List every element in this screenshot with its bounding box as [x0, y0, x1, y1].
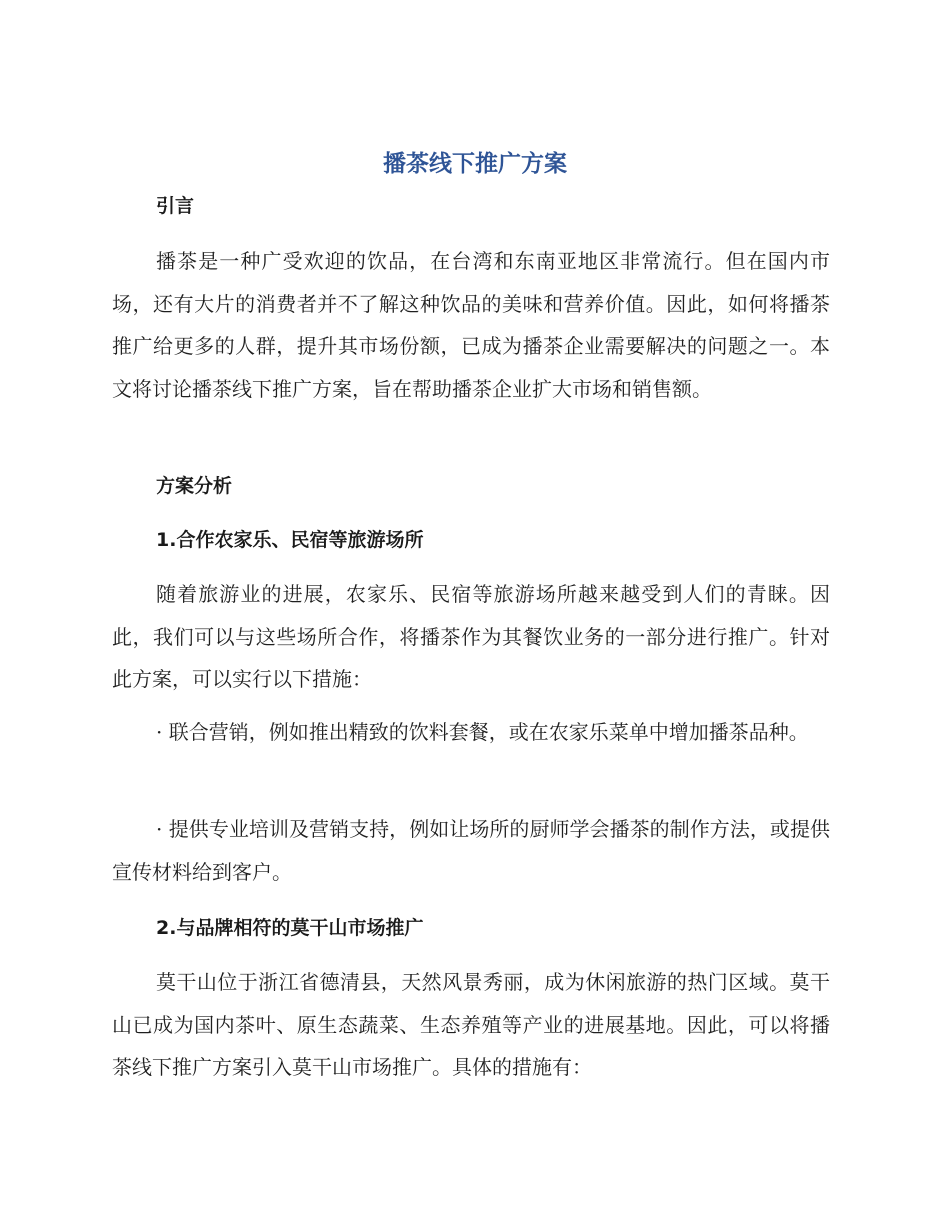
bullet-item-1: · 联合营销，例如推出精致的饮料套餐，或在农家乐菜单中增加播茶品种。 — [156, 720, 809, 744]
document-title: 播茶线下推广方案 — [383, 151, 567, 177]
subsection-2-paragraph: 莫干山位于浙江省德清县，天然风景秀丽，成为休闲旅游的热门区域。莫干山已成为国内茶叶、原生态蔬菜、生态养殖等产业的进展基地。因此，可以将播茶线下推广方案引入莫干山市场推广。具体的措施有： — [112, 970, 830, 1079]
intro-heading: 引言 — [156, 195, 195, 217]
subsection-2-heading: 2.与品牌相符的莫干山市场推广 — [156, 917, 424, 939]
subsection-1-paragraph: 随着旅游业的进展，农家乐、民宿等旅游场所越来越受到人们的青睐。因此，我们可以与这些场所合作，将播茶作为其餐饮业务的一部分进行推广。针对此方案，可以实行以下措施： — [112, 582, 830, 691]
bullet-item-2: · 提供专业培训及营销支持，例如让场所的厨师学会播茶的制作方法，或提供宣传材料给到客户。 — [112, 817, 830, 884]
analysis-heading: 方案分析 — [156, 475, 233, 497]
intro-paragraph: 播茶是一种广受欢迎的饮品，在台湾和东南亚地区非常流行。但在国内市场，还有大片的消费者并不了解这种饮品的美味和营养价值。因此，如何将播茶推广给更多的人群，提升其市场份额，已成为播茶企业需要解决的问题之一。本文将讨论播茶线下推广方案，旨在帮助播茶企业扩大市场和销售额。 — [112, 249, 830, 401]
subsection-1-heading: 1.合作农家乐、民宿等旅游场所 — [156, 529, 424, 551]
